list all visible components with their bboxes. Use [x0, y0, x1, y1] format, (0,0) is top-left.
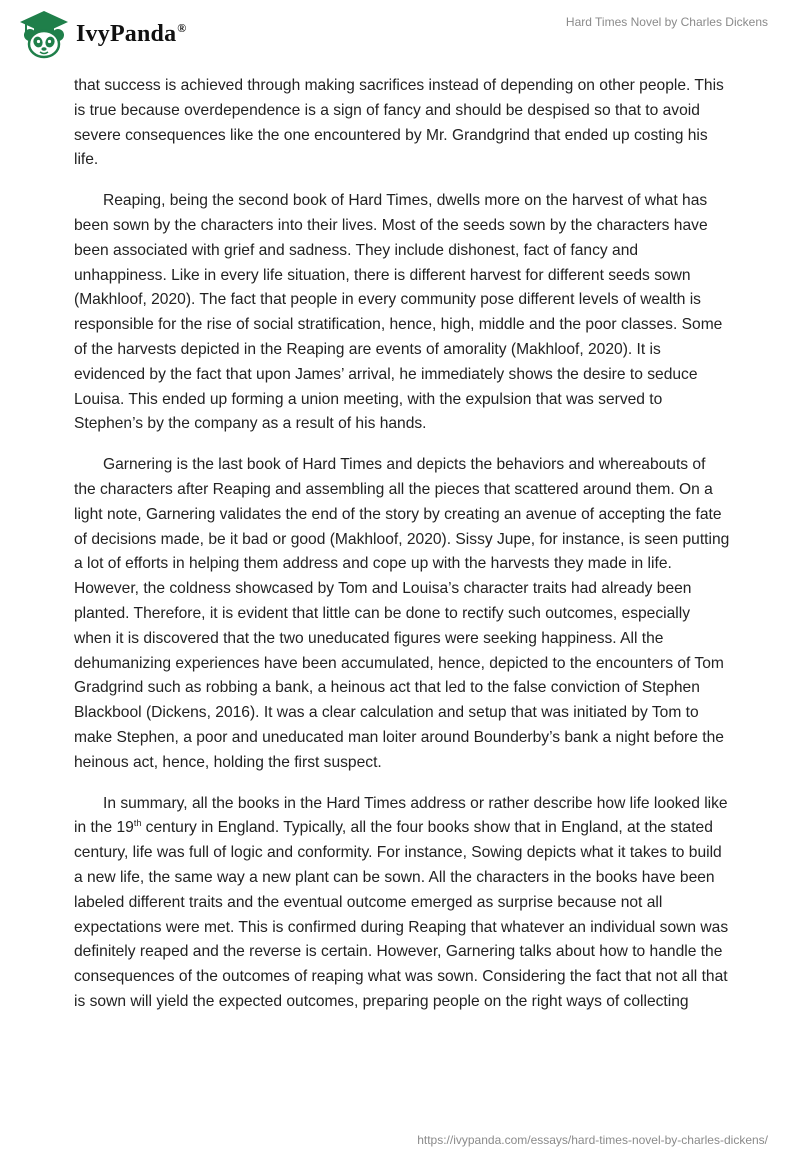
brand-name-text: IvyPanda — [76, 20, 177, 47]
paragraph-reaping: Reaping, being the second book of Hard Times, dwells more on the harvest of what has been sown by the characters into their lives. Most of the seeds sown by the characters have been associated with grief and sadness. They include dishonest, fact of fancy and unhappiness. Like in every life situation, there is different harvest for different seeds sown (Makhloof, 2020). The fact that people in every community pose different levels of wealth is responsible for the rise of social stratification, hence, high, middle and the poor classes. Some of the harvests depicted in the Reaping are events of amorality (Makhloof, 2020). It is evidenced by the fact that upon James’ arrival, he immediately shows the desire to seduce Louisa. This ended up forming a union meeting, with the expulsion that was served to Stephen’s by the company as a result of his hands. — [74, 192, 723, 433]
ivypanda-logo[interactable] — [14, 6, 186, 62]
summary-text-start: In summary, all the books in the Hard Times address or rather describe how life looked like in the 19 — [74, 794, 728, 837]
page-header — [0, 0, 800, 70]
brand-name — [76, 21, 186, 48]
paragraph-summary — [74, 792, 730, 1015]
registered-mark: ® — [177, 20, 187, 35]
source-url-link[interactable]: https://ivypanda.com/essays/hard-times-novel-by-charles-dickens/ — [417, 1133, 768, 1147]
summary-text-end: century in England. Typically, all the four books show that in England, at the stated century, life was full of logic and conformity. For instance, Sowing depicts what it takes to build a new life, the same way a new plant can be sown. All the characters in the books have been labeled different traits and the eventual outcome emerged as surprise because not all expectations were met. This is confirmed during Reaping that whatever an individual sown was definitely reaped and the reverse is certain. However, Garnering talks about how to handle the consequences of the outcomes of reaping what was sown. Considering the fact that not all that is sown will yield the expected outcomes, preparing people on the right ways of collecting — [74, 819, 729, 1010]
panda-graduation-cap-icon — [14, 6, 70, 62]
paragraph-garnering: Garnering is the last book of Hard Times and depicts the behaviors and whereabouts of the characters after Reaping and assembling all the pieces that scattered around them. On a light note, Garnering validates the end of the story by creating an avenue of accepting the fate of decisions made, be it bad or good (Makhloof, 2020). Sissy Jupe, for instance, is seen putting a lot of efforts in helping them address and cope up with the harvests they made in life. However, the coldness showcased by Tom and Louisa’s character traits had already been planted. Therefore, it is evident that little can be done to rectify such outcomes, especially when it is discovered that the two uneducated figures were seeking happiness. All the dehumanizing experiences have been accumulated, hence, depicted to the encounters of Tom Gradgrind such as robbing a bank, a heinous act that led to the false conviction of Stephen Blackbool (Dickens, 2016). It was a clear calculation and setup that was initiated by Tom to make Stephen, a poor and uneducated man loiter around Bounderby’s bank a night before the heinous act, hence, holding the first suspect. — [74, 456, 730, 771]
ordinal-superscript: th — [133, 818, 142, 829]
essay-body — [74, 74, 730, 1031]
paragraph-continuation: that success is achieved through making sacrifices instead of depending on other people. This is true because overdependence is a sign of fancy and should be despised so that to avoid severe consequences like the one encountered by Mr. Grandgrind that ended up costing his life. — [74, 77, 724, 169]
document-title: Hard Times Novel by Charles Dickens — [565, 15, 768, 29]
